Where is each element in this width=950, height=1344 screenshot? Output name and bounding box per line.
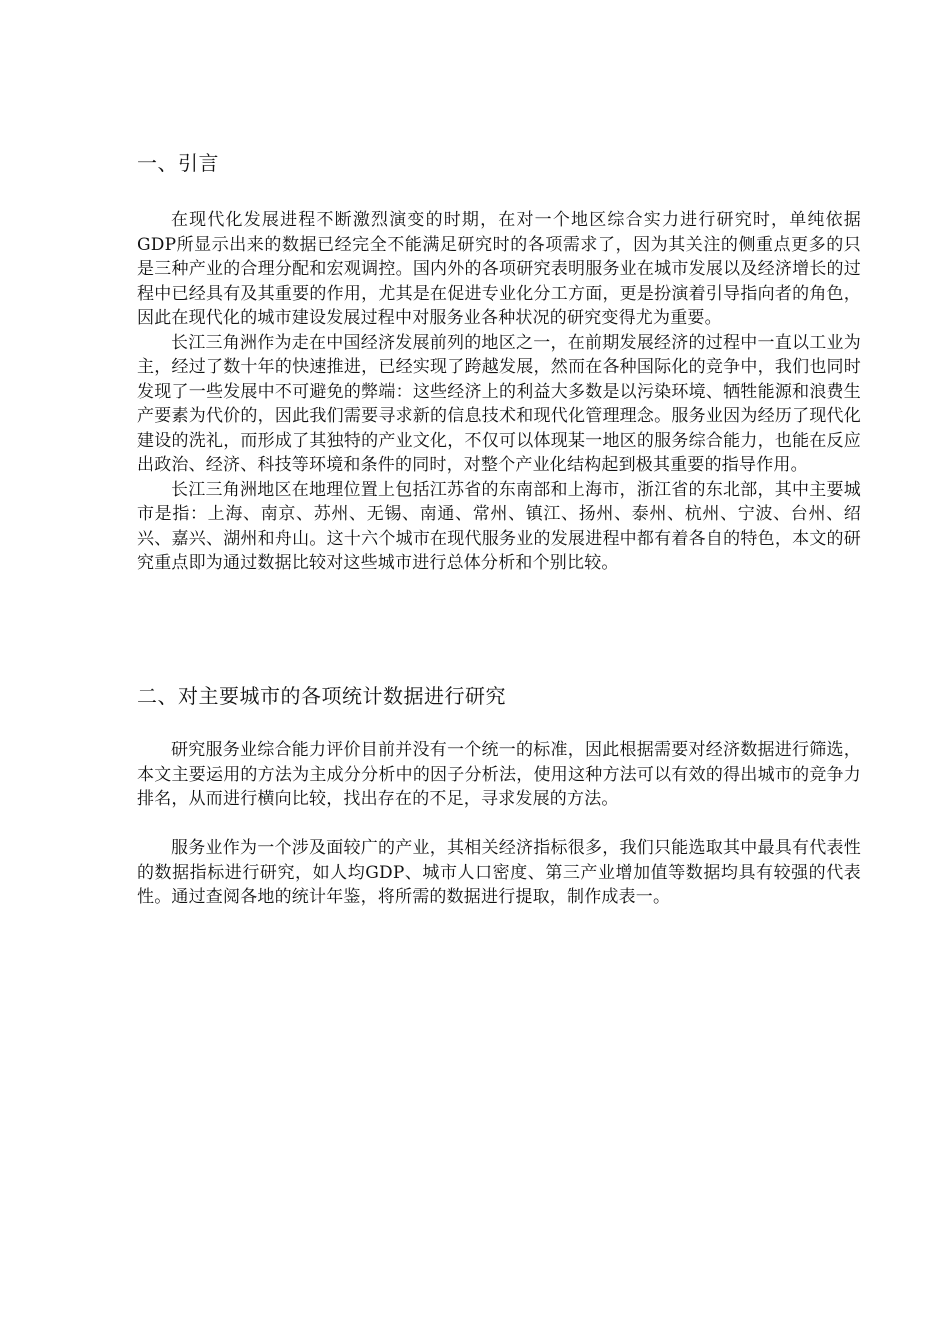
introduction-body bbox=[137, 208, 861, 576]
paragraph: 长江三角洲地区在地理位置上包括江苏省的东南部和上海市，浙江省的东北部，其中主要城市是指：上海、南京、苏州、无锡、南通、常州、镇江、扬州、泰州、杭州、宁波、台州、绍兴、嘉兴、湖州和舟山。这十六个城市在现代服务业的发展进程中都有着各自的特色，本文的研究重点即为通过数据比较对这些城市进行总体分析和个别比较。 bbox=[137, 479, 861, 573]
city-statistics-body-2 bbox=[137, 836, 861, 910]
paragraph: 服务业作为一个涉及面较广的产业，其相关经济指标很多，我们只能选取其中最具有代表性的数据指标进行研究，如人均GDP、城市人口密度、第三产业增加值等数据均具有较强的代表性。通过查阅各地的统计年鉴，将所需的数据进行提取，制作成表一。 bbox=[137, 838, 861, 907]
paragraph: 在现代化发展进程不断激烈演变的时期，在对一个地区综合实力进行研究时，单纯依据GDP所显示出来的数据已经完全不能满足研究时的各项需求了，因为其关注的侧重点更多的只是三种产业的合理分配和宏观调控。国内外的各项研究表明服务业在城市发展以及经济增长的过程中已经具有及其重要的作用，尤其是在促进专业化分工方面，更是扮演着引导指向者的角色，因此在现代化的城市建设发展过程中对服务业各种状况的研究变得尤为重要。 bbox=[137, 210, 861, 328]
paragraph: 研究服务业综合能力评价目前并没有一个统一的标准，因此根据需要对经济数据进行筛选，本文主要运用的方法为主成分分析中的因子分析法，使用这种方法可以有效的得出城市的竞争力排名，从而进行横向比较，找出存在的不足，寻求发展的方法。 bbox=[137, 740, 861, 809]
section-heading-introduction: 一、引言 bbox=[137, 151, 219, 175]
paragraph: 长江三角洲作为走在中国经济发展前列的地区之一，在前期发展经济的过程中一直以工业为主，经过了数十年的快速推进，已经实现了跨越发展，然而在各种国际化的竞争中，我们也同时发现了一些发展中不可避免的弊端：这些经济上的利益大多数是以污染环境、牺牲能源和浪费生产要素为代价的，因此我们需要寻求新的信息技术和现代化管理理念。服务业因为经历了现代化建设的洗礼，而形成了其独特的产业文化，不仅可以体现某一地区的服务综合能力，也能在反应出政治、经济、科技等环境和条件的同时，对整个产业化结构起到极其重要的指导作用。 bbox=[137, 332, 861, 475]
city-statistics-body-1 bbox=[137, 738, 861, 812]
section-heading-city-statistics: 二、对主要城市的各项统计数据进行研究 bbox=[137, 684, 506, 708]
